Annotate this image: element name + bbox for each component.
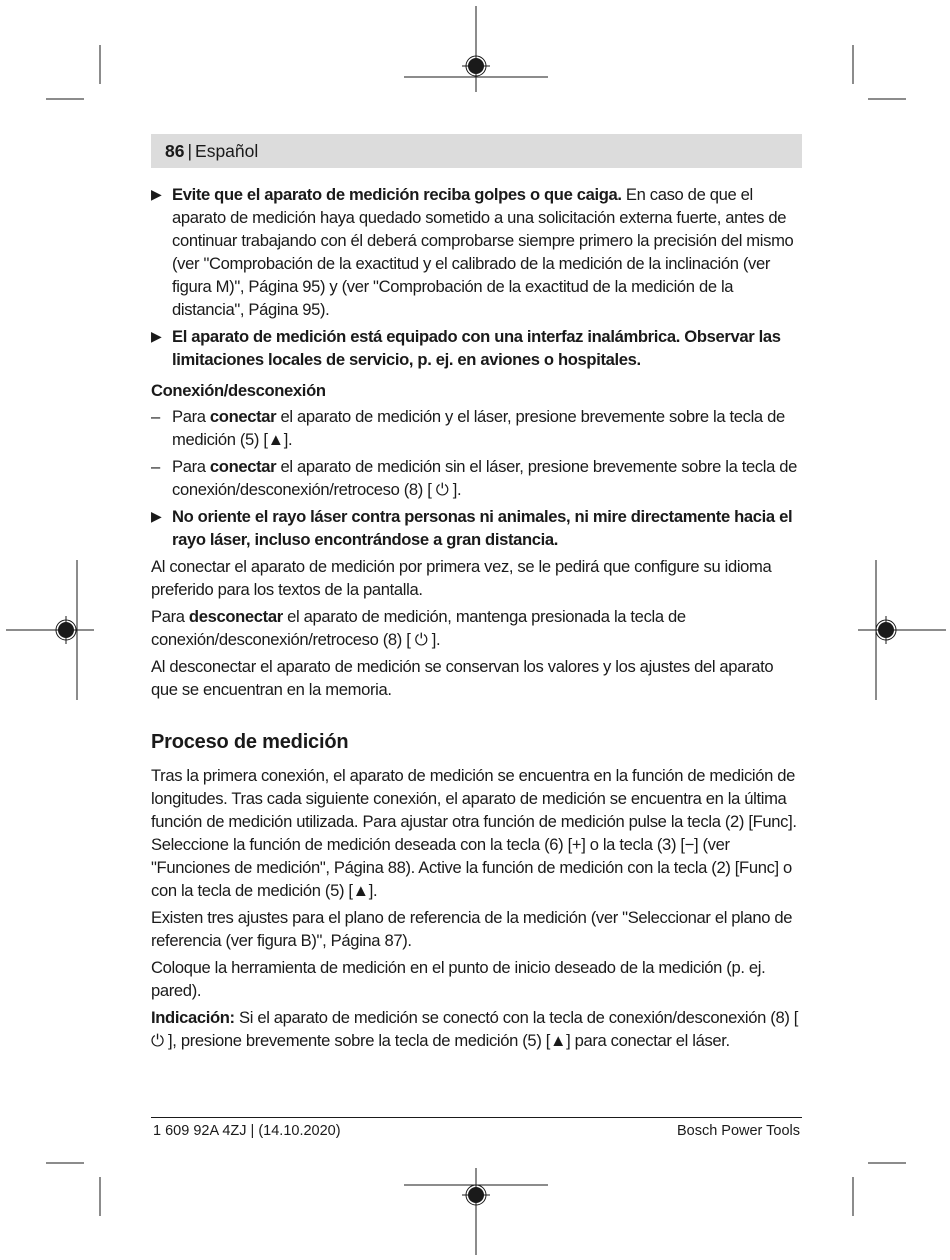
text-run: el aparato de medición sin el láser, presione brevemente sobre la tecla de conexión/desconexión/retroceso (8) [ ⏻ ]. xyxy=(172,457,798,499)
paragraph xyxy=(151,1006,802,1052)
bold-text: desconectar xyxy=(188,607,283,626)
text-run: Si el aparato de medición se conectó con la tecla de conexión/desconexión (8) [ ⏻ ], presione brevemente sobre la tecla de medición (5) [▲] para conectar el láser. xyxy=(151,1008,799,1050)
text-run: Existen tres ajustes para el plano de referencia de la medición (ver "Seleccionar el plano de referencia (ver figura B)", Página 87). xyxy=(151,908,793,950)
dash-marker: – xyxy=(151,457,160,476)
bold-text: Indicación: xyxy=(151,1008,235,1027)
bold-text: Evite que el aparato de medición reciba golpes o que caiga. xyxy=(172,185,622,204)
dash-list-item xyxy=(151,455,802,501)
footer-document-id: 1 609 92A 4ZJ | (14.10.2020) xyxy=(153,1123,341,1139)
paragraph xyxy=(151,655,802,701)
page-number: 86 xyxy=(165,141,185,161)
section-heading: Proceso de medición xyxy=(151,731,349,753)
text-run: En caso de que el aparato de medición haya quedado sometido a una solicitación externa fuerte, antes de continuar trabajando con él deberá comprobarse siempre primero la precisión del mismo (ver "Comprobación de la exactitud y el calibrado de la medición de la inclinación (ver figura M)", Página 95) y (ver "Comprobación de la exactitud de la medición de la distancia", Página 95). xyxy=(172,185,794,319)
header-language: Español xyxy=(195,141,259,161)
bold-text: El aparato de medición está equipado con una interfaz inalámbrica. Observar las limitaciones locales de servicio, p. ej. en aviones o hospitales. xyxy=(172,327,781,369)
page-footer xyxy=(151,1117,802,1139)
text-run: Tras la primera conexión, el aparato de medición se encuentra en la función de medición de longitudes. Tras cada siguiente conexión, el aparato de medición se encuentra en la última función de medición utilizada. Para ajustar otra función de medición pulse la tecla (2) [Func]. Seleccione la función de medición deseada con la tecla (6) [+] o la tecla (3) [−] (ver "Funciones de medición", Página 88). Active la función de medición con la tecla (2) [Func] o con la tecla de medición (5) [▲]. xyxy=(151,766,797,900)
text-run: Coloque la herramienta de medición en el punto de inicio deseado de la medición (p. ej. pared). xyxy=(151,958,766,1000)
paragraph xyxy=(151,956,802,1002)
subheading: Conexión/desconexión xyxy=(151,381,326,400)
bullet-triangle-icon: ▶ xyxy=(151,508,162,524)
document-body xyxy=(151,183,802,1056)
paragraph xyxy=(151,764,802,902)
warning-bullet xyxy=(151,325,802,371)
dash-marker: – xyxy=(151,407,160,426)
warning-bullet xyxy=(151,505,802,551)
text-run: Al desconectar el aparato de medición se conservan los valores y los ajustes del aparato que se encuentran en la memoria. xyxy=(151,657,774,699)
text-run: el aparato de medición, mantenga presionada la tecla de conexión/desconexión/retroceso (8) [ ⏻ ]. xyxy=(151,607,686,649)
text-run: Para xyxy=(172,407,210,426)
header-separator: | xyxy=(187,141,193,161)
bold-text: conectar xyxy=(209,457,277,476)
bold-text: conectar xyxy=(209,407,277,426)
paragraph xyxy=(151,605,802,651)
text-run: el aparato de medición y el láser, presione brevemente sobre la tecla de medición (5) [▲]. xyxy=(172,407,785,449)
bullet-triangle-icon: ▶ xyxy=(151,328,162,344)
text-run: Al conectar el aparato de medición por primera vez, se le pedirá que configure su idioma preferido para los textos de la pantalla. xyxy=(151,557,772,599)
paragraph xyxy=(151,555,802,601)
text-run: Para xyxy=(151,607,189,626)
bold-text: No oriente el rayo láser contra personas ni animales, ni mire directamente hacia el rayo láser, incluso encontrándose a gran distancia. xyxy=(172,507,793,549)
dash-list-item xyxy=(151,405,802,451)
page-header xyxy=(151,134,802,168)
paragraph xyxy=(151,906,802,952)
bullet-triangle-icon: ▶ xyxy=(151,186,162,202)
text-run: Para xyxy=(172,457,210,476)
footer-brand: Bosch Power Tools xyxy=(676,1123,800,1139)
warning-bullet xyxy=(151,183,802,321)
